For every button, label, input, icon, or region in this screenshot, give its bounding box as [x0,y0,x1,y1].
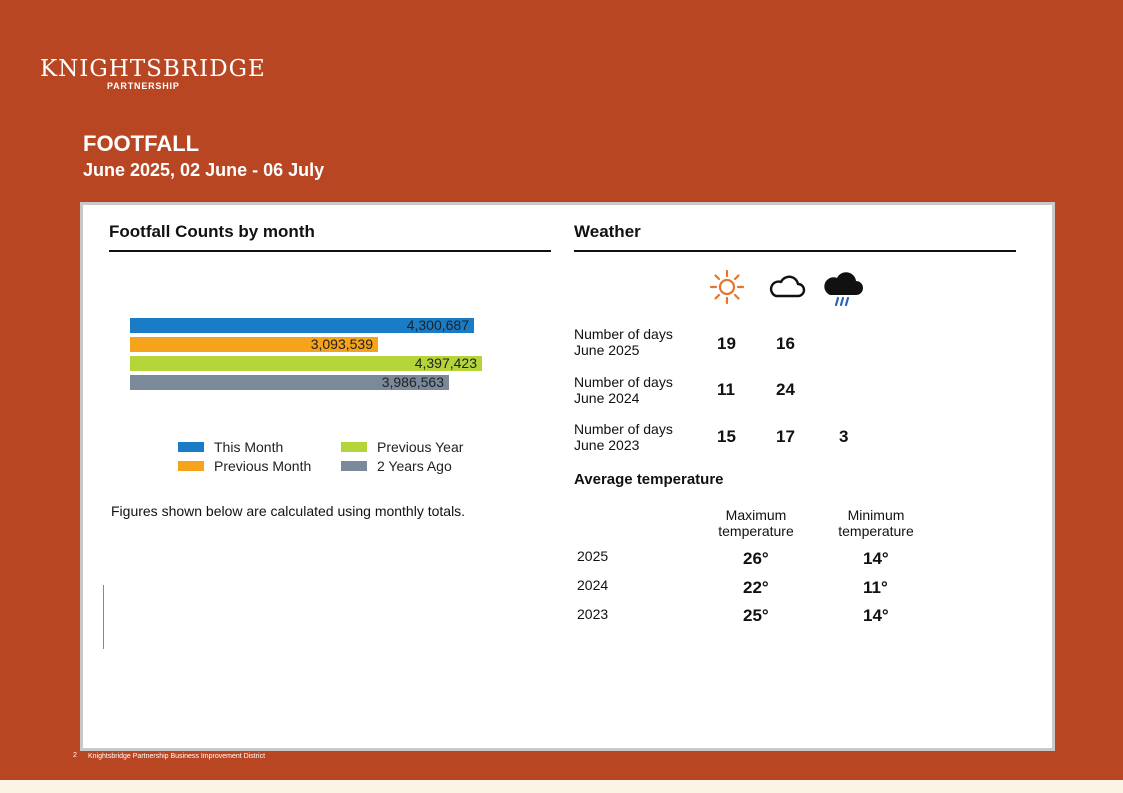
weather-divider [574,250,1016,252]
weather-row-label-2024 [574,374,673,406]
cloudy-days-2024: 24 [776,380,795,399]
legend-label: Previous Year [377,439,464,455]
row-label-line2: June 2024 [574,390,640,406]
col-head-line1: Maximum [725,507,787,523]
legend-label: This Month [214,439,284,455]
bar-2-years-ago [130,375,449,390]
temp-year-2023: 2023 [577,606,609,622]
sun-icon [709,269,745,305]
col-head-line2: temperature [838,523,914,539]
temp-year-2025: 2025 [577,548,609,564]
legend-swatch [341,442,367,452]
min-temp-header [821,507,931,539]
page-title: FOOTFALL [83,131,200,156]
max-temp-2025: 26° [743,549,769,568]
bar-this-month [130,318,474,333]
storm-icon [822,269,864,309]
logo [40,56,266,91]
col-head-line2: temperature [718,523,794,539]
legend-swatch [178,461,204,471]
sunny-days-2025: 19 [717,334,736,353]
max-temp-2024: 22° [743,578,769,597]
avg-temp-title: Average temperature [574,471,724,488]
cloudy-days-2023: 17 [776,427,795,446]
bar-previous-month [130,337,378,352]
legend-this-month [178,439,283,455]
cloudy-days-2025: 16 [776,334,795,353]
legend-previous-year [341,439,463,455]
legend-previous-month [178,458,311,474]
bottom-strip [0,780,1123,793]
logo-subtext: PARTNERSHIP [107,81,180,91]
row-label-line2: June 2023 [574,437,640,453]
sunny-days-2023: 15 [717,427,736,446]
row-label-line2: June 2025 [574,342,640,358]
cloud-icon [767,271,807,301]
footfall-divider [109,250,551,252]
min-temp-2023: 14° [863,606,889,625]
max-temp-header [701,507,811,539]
sunny-days-2024: 11 [717,380,735,399]
bar-label-previous-year: 4,397,423 [414,355,477,371]
footfall-section-title: Footfall Counts by month [109,222,315,241]
legend-label: 2 Years Ago [377,458,452,474]
footer-page-number: 2 [73,752,77,759]
max-temp-2023: 25° [743,606,769,625]
row-label-line1: Number of days [574,421,673,437]
temp-year-2024: 2024 [577,577,609,593]
bar-label-this-month: 4,300,687 [406,317,469,333]
legend-label: Previous Month [214,458,312,474]
weather-section-title: Weather [574,222,641,241]
vertical-line [103,585,104,649]
footfall-chart [130,318,510,398]
weather-row-label-2025 [574,326,673,358]
bar-label-previous-month: 3,093,539 [310,336,373,352]
content-panel [80,202,1055,751]
min-temp-2025: 14° [863,549,889,568]
page-subtitle: June 2025, 02 June - 06 July [83,160,325,180]
col-head-line1: Minimum [847,507,905,523]
footfall-note: Figures shown below are calculated using monthly totals. [111,503,466,519]
legend-2-years-ago [341,458,452,474]
bar-previous-year [130,356,482,371]
stormy-days-2023: 3 [839,427,849,446]
row-label-line1: Number of days [574,326,673,342]
min-temp-2024: 11° [863,578,888,597]
logo-wordmark: KNIGHTSBRIDGE [40,56,266,82]
row-label-line1: Number of days [574,374,673,390]
legend-swatch [341,461,367,471]
weather-row-label-2023 [574,421,673,453]
bar-label-2-years-ago: 3,986,563 [381,374,444,390]
legend-swatch [178,442,204,452]
footer-text: Knightsbridge Partnership Business Improvement District [88,753,266,760]
